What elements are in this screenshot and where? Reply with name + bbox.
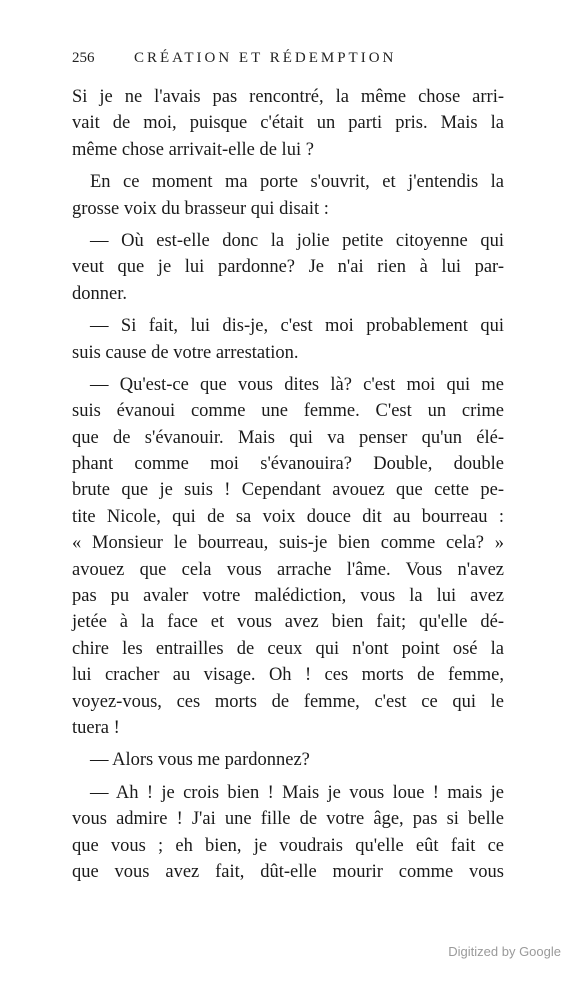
paragraph [72,780,504,886]
text-line: — Où est-elle donc la jolie petite citoyenne qui [90,230,504,251]
text-line: vait de moi, puisque c'était un parti pris. Mais la [72,113,504,134]
text-line: — Ah ! je crois bien ! Mais je vous loue ! mais je [90,782,504,803]
text-line: brute que je suis ! Cependant avouez que cette pe- [72,480,504,501]
text-line: — Alors vous me pardonnez? [90,750,310,771]
text-line: « Monsieur le bourreau, suis-je bien comme cela? » [72,533,504,554]
text-line: donner. [72,283,127,304]
page-header [72,50,502,74]
text-line: suis cause de votre arrestation. [72,342,299,363]
paragraph [72,84,504,163]
text-line: que vous avez fait, dût-elle mourir comme vous [72,861,504,882]
text-line: phant comme moi s'évanouira? Double, double [72,454,504,475]
text-line: voyez-vous, ces morts de femme, c'est ce qui le [72,691,504,712]
text-line: chire les entrailles de ceux qui n'ont point osé la [72,638,504,659]
text-line: que vous ; eh bien, je voudrais qu'elle eût fait ce [72,835,504,856]
paragraph [72,169,504,222]
text-line: que de s'évanouir. Mais qui va penser qu'un élé- [72,427,504,448]
paragraph [72,228,504,307]
text-line: vous admire ! J'ai une fille de votre âge, pas si belle [72,809,504,830]
text-line: tite Nicole, qui de sa voix douce dit au bourreau : [72,506,504,527]
text-line: grosse voix du brasseur qui disait : [72,198,329,219]
digitization-watermark: Digitized by Google [448,944,561,959]
text-line: En ce moment ma porte s'ouvrit, et j'entendis la [90,172,504,193]
running-title: CRÉATION ET RÉDEMPTION [134,50,397,66]
paragraph [72,313,504,366]
text-line: pas pu avaler votre malédiction, vous la lui avez [72,586,504,607]
text-line: tuera ! [72,717,120,738]
text-line: jetée à la face et vous avez bien fait; qu'elle dé- [72,612,504,633]
body-text [72,84,504,885]
text-line: Si je ne l'avais pas rencontré, la même chose arri- [72,87,504,107]
text-line: avouez que cela vous arrache l'âme. Vous n'avez [72,559,504,580]
text-line: — Qu'est-ce que vous dites là? c'est moi qui me [90,374,504,395]
text-line: — Si fait, lui dis-je, c'est moi probablement qui [90,316,504,337]
text-line: suis évanoui comme une femme. C'est un crime [72,401,504,422]
paragraph [72,372,504,741]
text-line: lui cracher au visage. Oh ! ces morts de femme, [72,665,504,686]
page-number: 256 [72,50,95,66]
text-line: même chose arrivait-elle de lui ? [72,139,314,160]
paragraph [72,747,504,773]
text-line: veut que je lui pardonne? Je n'ai rien à lui par- [72,257,504,278]
